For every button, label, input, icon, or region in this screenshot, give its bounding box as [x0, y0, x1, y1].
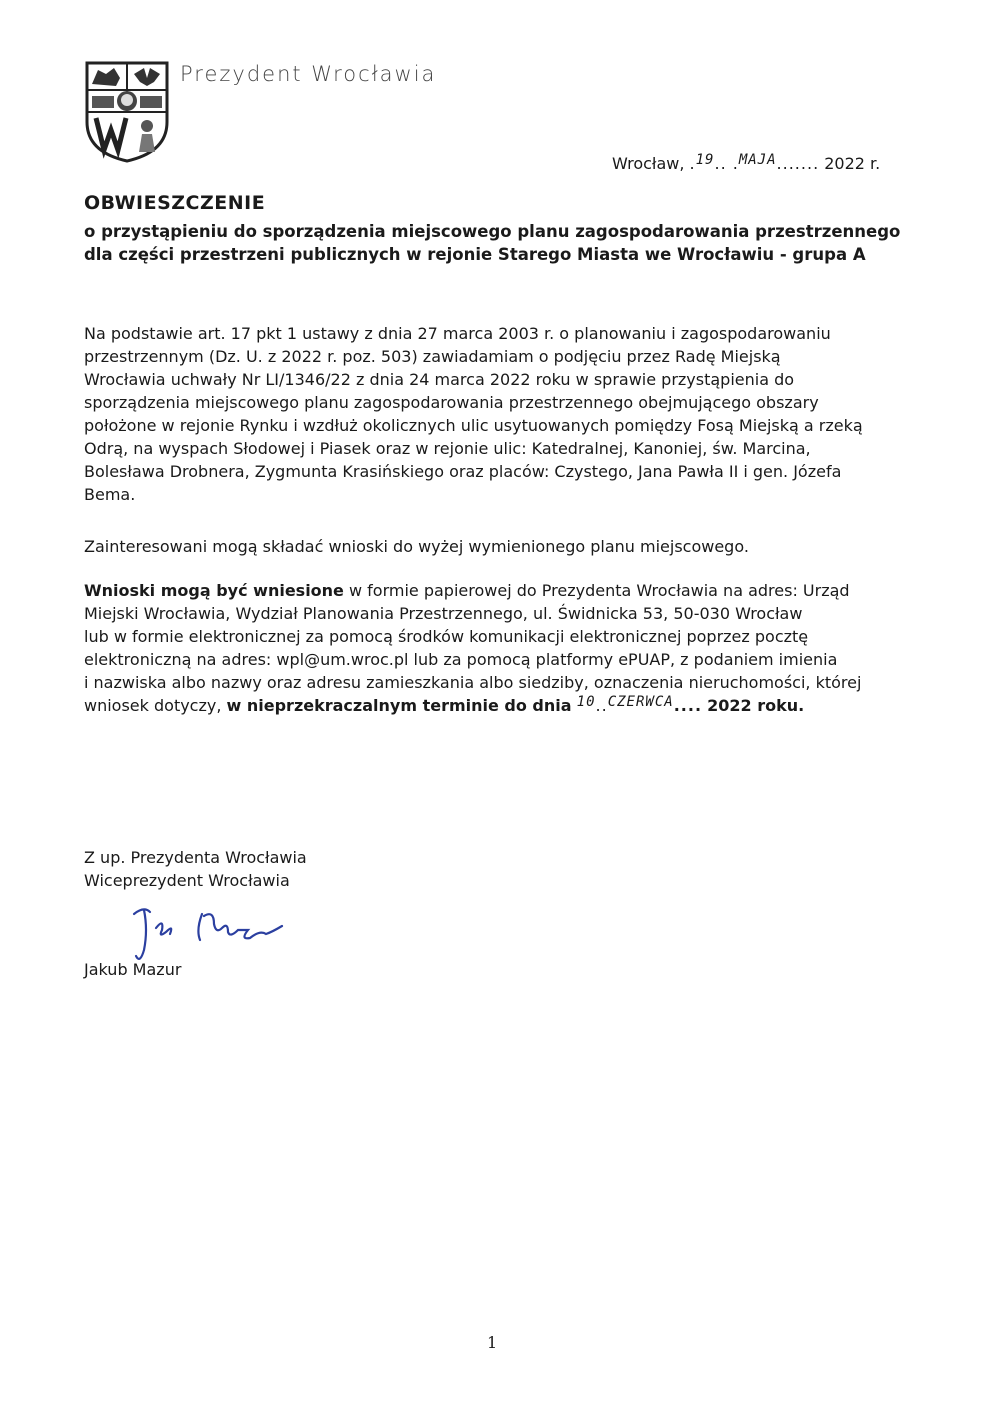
date-prefix: Wrocław, [612, 154, 685, 173]
deadline-year: 2022 roku. [707, 696, 805, 715]
text-line: wniosek dotyczy, w nieprzekraczalnym terminie do dnia 10..CZERWCA.... 2022 roku. [84, 694, 805, 715]
text-line: przestrzennym (Dz. U. z 2022 r. poz. 503) zawiadamiam o podjęciu przez Radę Miejską [84, 347, 781, 366]
signer-name: Jakub Mazur [84, 960, 182, 979]
text-line: sporządzenia miejscowego planu zagospodarowania przestrzennego obejmującego obszary [84, 393, 819, 412]
text-line: lub w formie elektronicznej za pomocą środków komunikacji elektronicznej poprzez pocztę [84, 627, 809, 646]
text-line: Bema. [84, 485, 136, 504]
subject-line: o przystąpieniu do sporządzenia miejscowego planu zagospodarowania przestrzennego [84, 222, 901, 241]
text-line: Bolesława Drobnera, Zygmunta Krasińskiego oraz placów: Czystego, Jana Pawła II i gen. Józefa [84, 462, 842, 481]
wroclaw-coat-of-arms-icon [84, 60, 170, 164]
text-line: Odrą, na wyspach Słodowej i Piasek oraz w rejonie ulic: Katedralnej, Kanoniej, św. Marcina, [84, 439, 811, 458]
handwritten-day: 19 [695, 152, 715, 168]
bold-lead: Wnioski mogą być wniesione [84, 581, 344, 600]
text-line: i nazwiska albo nazwy oraz adresu zamieszkania albo siedziby, oznaczenia nieruchomości, której [84, 673, 862, 692]
date-line: Wrocław, .19.. .MAJA....... 2022 r. [612, 152, 881, 173]
subject-line: dla części przestrzeni publicznych w rejonie Starego Miasta we Wrocławiu - grupa A [84, 245, 866, 264]
signature-block [84, 846, 307, 892]
page-number: 1 [487, 1333, 498, 1352]
authority-line: Z up. Prezydenta Wrocławia [84, 848, 307, 867]
handwritten-deadline-day: 10 [576, 694, 596, 710]
header-title: Prezydent Wrocławia [180, 62, 437, 86]
notice-title: OBWIESZCZENIE [84, 192, 266, 214]
date-suffix: 2022 r. [824, 154, 881, 173]
paragraph-submission [84, 579, 916, 719]
text-fragment: wniosek dotyczy, [84, 696, 227, 715]
deadline-lead: w nieprzekraczalnym terminie do dnia [226, 696, 572, 715]
handwritten-month: MAJA [738, 152, 777, 168]
paragraph-legal-basis [84, 322, 916, 506]
text-line: Na podstawie art. 17 pkt 1 ustawy z dnia 27 marca 2003 r. o planowaniu i zagospodarowaniu [84, 324, 831, 343]
authority-line: Wiceprezydent Wrocławia [84, 871, 290, 890]
paragraph-interested-parties: Zainteresowani mogą składać wnioski do wyżej wymienionego planu miejscowego. [84, 537, 749, 556]
text-line: położone w rejonie Rynku i wzdłuż okolicznych ulic usytuowanych pomiędzy Fosą Miejską a rzeką [84, 416, 863, 435]
text-line: Wrocławia uchwały Nr LI/1346/22 z dnia 24 marca 2022 roku w sprawie przystąpienia do [84, 370, 795, 389]
text-fragment: w formie papierowej do Prezydenta Wrocławia na adres: Urząd [343, 581, 850, 600]
text-line: Miejski Wrocławia, Wydział Planowania Przestrzennego, ul. Świdnicka 53, 50-030 Wrocław [84, 604, 803, 623]
handwritten-deadline-month: CZERWCA [607, 694, 674, 710]
text-line [84, 579, 916, 602]
notice-subject [84, 220, 914, 266]
text-line: elektroniczną na adres: wpl@um.wroc.pl lub za pomocą platformy ePUAP, z podaniem imienia [84, 650, 838, 669]
